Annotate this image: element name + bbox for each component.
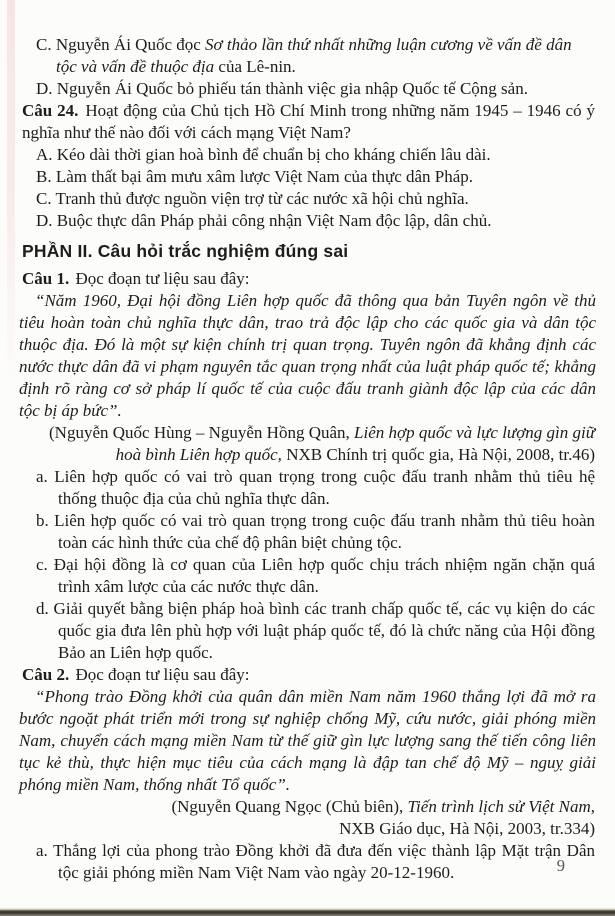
statement-text: Thắng lợi của phong trào Đồng khởi đã đưa đến việc thành lập Mặt trận Dân tộc giải phóng miền Nam Việt Nam vào ngày 20-12-1960. xyxy=(53,841,595,882)
statement-text: Liên hợp quốc có vai trò quan trọng trong cuộc đấu tranh nhằm thủ tiêu hoàn toàn các hình thức của chế độ phân biệt chủng tộc. xyxy=(54,511,596,552)
question1-statement-c xyxy=(36,554,595,598)
statement-text: Đại hội đồng là cơ quan của Liên hợp quốc chịu trách nhiệm ngăn chặn quá trình xâm lược của các nước thực dân. xyxy=(53,555,595,596)
question24-option-d xyxy=(36,210,595,232)
question1-statement-a xyxy=(36,466,595,510)
scan-bottom-edge-artifact xyxy=(0,902,615,916)
option-text: Kéo dài thời gian hoà bình để chuẩn bị cho kháng chiến lâu dài. xyxy=(56,145,491,164)
option-letter: A. xyxy=(36,145,53,164)
statement-letter: a. xyxy=(36,841,48,860)
option-text: Làm thất bại âm mưu xâm lược Việt Nam của thực dân Pháp. xyxy=(55,167,474,186)
question1-label: Câu 1. xyxy=(22,269,70,288)
question1-statement-d xyxy=(36,598,595,664)
question1-quote: “Năm 1960, Đại hội đồng Liên hợp quốc đã thông qua bản Tuyên ngôn về thủ tiêu hoàn toàn chủ nghĩa thực dân, trao trả độc lập cho các quốc gia và dân tộc thuộc địa. Đó là một sự kiện chính trị quan trọng. Tuyên ngôn đã khẳng định các nước thực dân đã vi phạm nguyên tắc quan trọng nhất của luật pháp quốc tế; khẳng định rõ ràng cơ sở pháp lí quốc tế của cuộc đấu tranh giành độc lập của các dân tộc bị áp bức”. xyxy=(19,291,596,420)
question24-text: Hoạt động của Chủ tịch Hồ Chí Minh trong những năm 1945 – 1946 có ý nghĩa như thế nào đối với cách mạng Việt Nam? xyxy=(22,101,596,142)
question1-citation-line1: (Nguyễn Quốc Hùng – Nguyễn Hồng Quân, Liên hợp quốc và lực lượng gìn giữ xyxy=(49,423,595,442)
question1-stem xyxy=(22,268,595,290)
question23-option-c xyxy=(36,34,595,78)
question2-stem xyxy=(22,664,595,686)
option-text: Buộc thực dân Pháp phải công nhận Việt Nam độc lập, dân chủ. xyxy=(56,211,492,230)
option-letter: D. xyxy=(36,79,53,98)
question24-stem xyxy=(22,100,595,144)
option-letter: C. xyxy=(36,189,52,208)
question1-intro: Đọc đoạn tư liệu sau đây: xyxy=(75,269,250,288)
option-text: Nguyễn Ái Quốc đọc Sơ thảo lần thứ nhất những luận cương về vấn đề dân tộc và vấn đề thuộc địa của Lê-nin. xyxy=(55,35,572,76)
option-text: Nguyễn Ái Quốc bỏ phiếu tán thành việc gia nhập Quốc tế Cộng sản. xyxy=(56,79,528,98)
statement-letter: a. xyxy=(36,467,48,486)
option-text: Tranh thủ được nguồn viện trợ từ các nước xã hội chủ nghĩa. xyxy=(55,189,469,208)
question23-option-d xyxy=(36,78,595,100)
question2-quote: “Phong trào Đồng khởi của quân dân miền Nam năm 1960 thắng lợi đã mở ra bước ngoặt phát triển mới trong sự nghiệp chống Mỹ, cứu nước, giải phóng miền Nam, chuyển cách mạng miền Nam từ thế giữ gìn lực lượng sang thế tiến công liên tục kẻ thù, thực hiện mục tiêu của cách mạng là đập tan chế độ Mỹ – nguỵ giải phóng miền Nam, thống nhất Tổ quốc”. xyxy=(19,687,596,794)
question2-statement-a xyxy=(36,840,595,884)
question2-intro: Đọc đoạn tư liệu sau đây: xyxy=(75,665,250,684)
question1-citation-line2: hoà bình Liên hợp quốc, NXB Chính trị quốc gia, Hà Nội, 2008, tr.46) xyxy=(115,445,595,464)
statement-letter: b. xyxy=(36,511,49,530)
option-letter: C. xyxy=(36,35,52,54)
statement-letter: c. xyxy=(36,555,48,574)
statement-text: Liên hợp quốc có vai trò quan trọng trong cuộc đấu tranh nhằm thủ tiêu hệ thống thuộc địa của chủ nghĩa thực dân. xyxy=(54,467,596,508)
question24-option-c xyxy=(36,188,595,210)
page-number: 9 xyxy=(556,856,565,875)
option-letter: B. xyxy=(36,167,52,186)
question24-option-b xyxy=(36,166,595,188)
question24-option-a xyxy=(36,144,595,166)
scan-left-edge-artifact xyxy=(7,0,15,385)
question24-label: Câu 24. xyxy=(22,101,79,120)
statement-text: Giải quyết bằng biện pháp hoà bình các tranh chấp quốc tế, các vụ kiện do các quốc gia đưa lên phù hợp với luật pháp quốc tế, đó là chức năng của Hội đồng Bảo an Liên hợp quốc. xyxy=(53,599,596,662)
question2-citation-line2: NXB Giáo dục, Hà Nội, 2003, tr.334) xyxy=(339,819,595,838)
question2-label: Câu 2. xyxy=(22,665,70,684)
question1-statement-b xyxy=(36,510,595,554)
part2-heading: PHẦN II. Câu hỏi trắc nghiệm đúng sai xyxy=(22,241,349,261)
statement-letter: d. xyxy=(36,599,49,618)
option-letter: D. xyxy=(36,211,53,230)
question2-citation-line1: (Nguyễn Quang Ngọc (Chủ biên), Tiến trình lịch sử Việt Nam, xyxy=(171,797,595,816)
page-content xyxy=(19,34,596,884)
